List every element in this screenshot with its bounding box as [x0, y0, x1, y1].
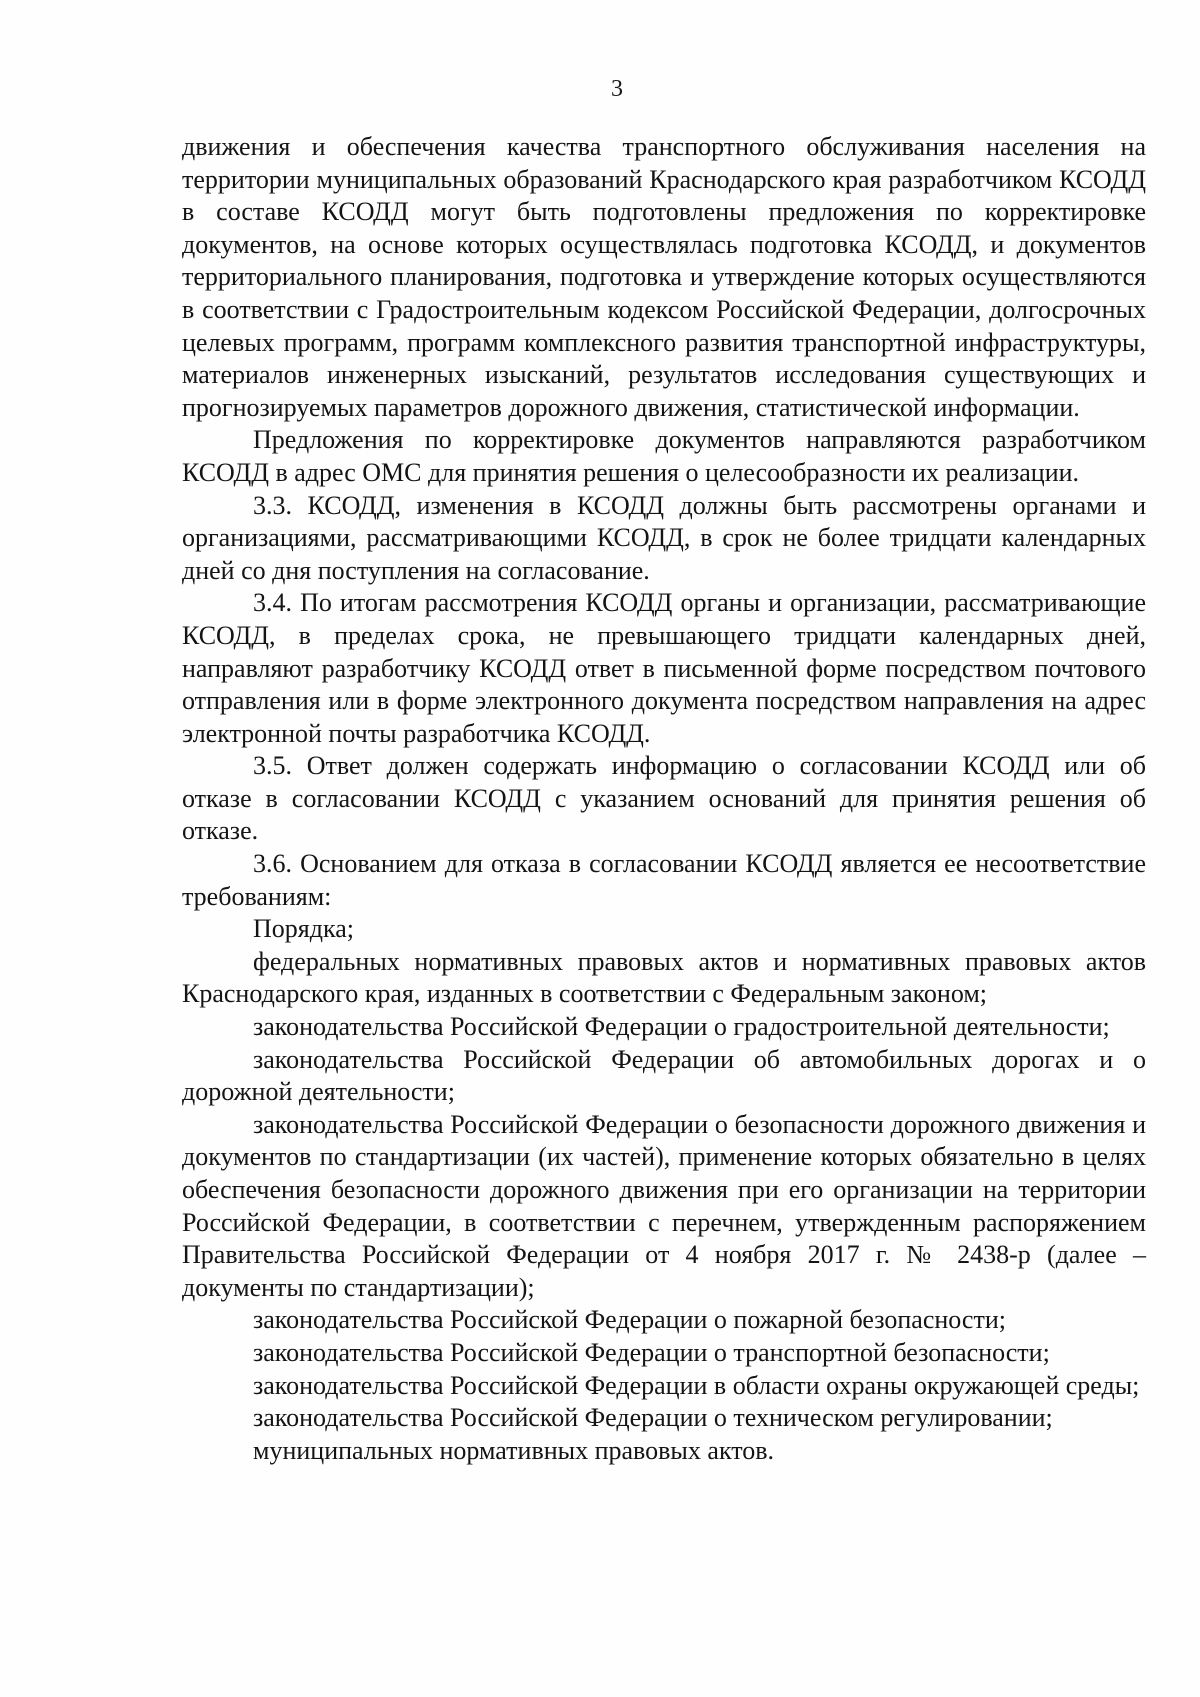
list-item-transport-security: законодательства Российской Федерации о транспортной безопасности; — [253, 1337, 1050, 1367]
list-item-municipal-acts: муниципальных нормативных правовых актов. — [253, 1435, 775, 1465]
paragraph-3-6: 3.6. Основанием для отказа в согласовании КСОДД является ее несоответствие требованиям: — [182, 849, 1146, 911]
paragraph-proposals: Предложения по корректировке документов направляются разработчиком КСОДД в адрес ОМС для принятия решения о целесообразности их реализации. — [182, 425, 1146, 487]
list-item-road-safety: законодательства Российской Федерации о безопасности дорожного движения и документов по стандартизации (их частей), применение которых обязательно в целях обеспечения безопасности дорожного движения при его организации на территории Российской Федерации, в соответствии с перечнем, утвержденным распоряжением Правительства Российской Федерации от 4 ноября 2017 г. № 2438-р (далее – документы по стандартизации); — [182, 1109, 1146, 1302]
list-item-order: Порядка; — [253, 914, 354, 944]
list-item-technical-regulation: законодательства Российской Федерации о техническом регулировании; — [253, 1403, 1053, 1433]
list-item-environment: законодательства Российской Федерации в области охраны окружающей среды; — [253, 1370, 1140, 1400]
page-number: 3 — [611, 76, 623, 102]
paragraph-continuation: движения и обеспечения качества транспортного обслуживания населения на территории муниципальных образований Краснодарского края разработчиком КСОДД в составе КСОДД могут быть подготовлены предложения по корректировке документов, на основе которых осуществлялась подготовка КСОДД, и документов территориального планирования, подготовка и утверждение которых осуществляются в соответствии с Градостроительным кодексом Российской Федерации, долгосрочных целевых программ, программ комплексного развития транспортной инфраструктуры, материалов инженерных изысканий, результатов исследования существующих и прогнозируемых параметров дорожного движения, статистической информации. — [182, 132, 1146, 422]
paragraph-3-4: 3.4. По итогам рассмотрения КСОДД органы и организации, рассматривающие КСОДД, в пределах срока, не превышающего тридцати календарных дней, направляют разработчику КСОДД ответ в письменной форме посредством почтового отправления или в форме электронного документа посредством направления на адрес электронной почты разработчика КСОДД. — [182, 588, 1146, 748]
list-item-roads: законодательства Российской Федерации об автомобильных дорогах и о дорожной деятельности; — [182, 1044, 1146, 1107]
list-item-federal-acts: федеральных нормативных правовых актов и нормативных правовых актов Краснодарского края, изданных в соответствии с Федеральным законом; — [182, 946, 1146, 1009]
paragraph-3-3: 3.3. КСОДД, изменения в КСОДД должны быть рассмотрены органами и организациями, рассматривающими КСОДД, в срок не более тридцати календарных дней со дня поступления на согласование. — [182, 490, 1146, 585]
list-item-fire-safety: законодательства Российской Федерации о пожарной безопасности; — [253, 1305, 1006, 1335]
list-item-urban-planning: законодательства Российской Федерации о градостроительной деятельности; — [253, 1012, 1110, 1042]
document-body — [182, 131, 1146, 1467]
paragraph-3-5: 3.5. Ответ должен содержать информацию о согласовании КСОДД или об отказе в согласовании КСОДД с указанием оснований для принятия решения об отказе. — [182, 751, 1146, 846]
